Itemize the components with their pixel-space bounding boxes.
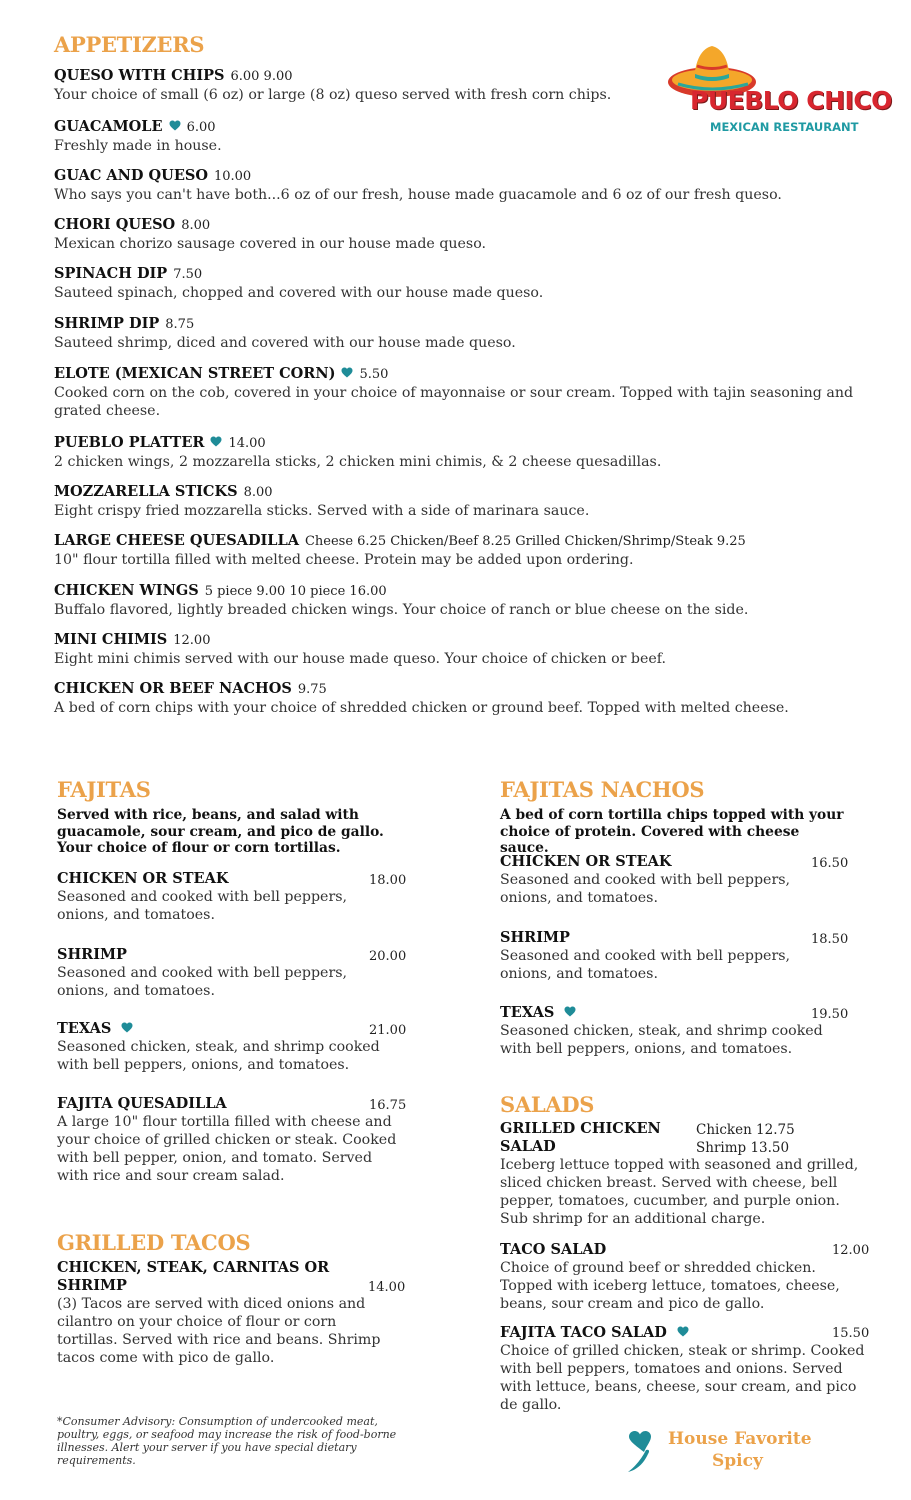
item-name: TEXAS xyxy=(500,1004,555,1021)
item-name: LARGE CHEESE QUESADILLA xyxy=(54,532,299,549)
legend xyxy=(626,1428,826,1478)
item-desc: Seasoned and cooked with bell peppers, onions, and tomatoes. xyxy=(57,965,348,999)
item-name: GUACAMOLE xyxy=(54,118,163,135)
item-desc: Cooked corn on the cob, covered in your choice of mayonnaise or sour cream. Topped with tajin seasoning and grated cheese. xyxy=(54,385,854,419)
fajita-item xyxy=(57,946,407,1000)
item-price: 12.00 xyxy=(173,633,211,648)
item-desc: Seasoned chicken, steak, and shrimp cooked with bell peppers, onions, and tomatoes. xyxy=(57,1039,380,1073)
salad-item xyxy=(500,1324,880,1414)
appetizer-item xyxy=(54,364,884,420)
nachos-item xyxy=(500,1004,860,1058)
item-price: 8.75 xyxy=(165,317,195,332)
item-price: 16.75 xyxy=(369,1098,407,1113)
item-price: 10.00 xyxy=(213,169,252,184)
item-desc: A large 10" flour tortilla filled with cheese and your choice of grilled chicken or steak. Cooked with bell pepper, onion, and tomato. Served with rice and sour cream salad. xyxy=(57,1114,397,1184)
item-price: 14.00 xyxy=(228,436,266,451)
item-name: ELOTE (MEXICAN STREET CORN) xyxy=(54,365,336,382)
item-name: TACO SALAD xyxy=(500,1241,607,1258)
item-desc: A bed of corn chips with your choice of shredded chicken or ground beef. Topped with melted cheese. xyxy=(54,700,789,716)
item-desc: (3) Tacos are served with diced onions and cilantro on your choice of flour or corn tortillas. Served with rice and beans. Shrimp tacos come with pico de gallo. xyxy=(57,1296,381,1366)
item-name: CHICKEN OR STEAK xyxy=(57,870,229,887)
item-desc: Choice of grilled chicken, steak or shrimp. Cooked with bell peppers, tomatoes and onions. Served with lettuce, beans, cheese, sour cream, and pico de gallo. xyxy=(500,1343,865,1413)
item-name: MOZZARELLA STICKS xyxy=(54,483,238,500)
consumer-advisory: *Consumer Advisory: Consumption of undercooked meat, poultry, eggs, or seafood may increase the risk of food-borne illnesses. Alert your server if you have special dietary requirements. xyxy=(57,1415,397,1467)
item-desc: Freshly made in house. xyxy=(54,138,222,154)
fajitas-nachos-intro: A bed of corn tortilla chips topped with your choice of protein. Covered with cheese sauce. xyxy=(500,807,844,856)
item-name: FAJITA QUESADILLA xyxy=(57,1095,227,1112)
item-price: 18.50 xyxy=(811,932,849,947)
item-name: SHRIMP xyxy=(500,929,570,946)
item-price: Chicken 12.75 xyxy=(696,1122,795,1138)
item-name: CHICKEN OR STEAK xyxy=(500,853,672,870)
item-price: 9.75 xyxy=(297,682,327,697)
appetizer-item xyxy=(54,482,884,520)
house-favorite-icon xyxy=(564,1006,576,1017)
item-name: CHICKEN, STEAK, CARNITAS OR SHRIMP xyxy=(57,1259,330,1294)
fajitas-title: FAJITAS xyxy=(57,777,151,802)
logo-name: PUEBLO CHICO xyxy=(690,86,892,115)
item-name: FAJITA TACO SALAD xyxy=(500,1324,667,1341)
appetizer-item xyxy=(54,166,884,204)
house-favorite-icon xyxy=(169,120,181,131)
item-price: 5.50 xyxy=(359,367,389,382)
fajitas-intro: Served with rice, beans, and salad with guacamole, sour cream, and pico de gallo. Your choice of flour or corn tortillas. xyxy=(57,807,384,856)
appetizer-item xyxy=(54,117,884,155)
house-favorite-icon xyxy=(121,1022,133,1033)
item-desc: Mexican chorizo sausage covered in our house made queso. xyxy=(54,236,487,252)
appetizer-item xyxy=(54,531,884,569)
item-desc: Sauteed shrimp, diced and covered with our house made queso. xyxy=(54,335,516,351)
item-desc: Seasoned chicken, steak, and shrimp cooked with bell peppers, onions, and tomatoes. xyxy=(500,1023,823,1057)
item-name: CHICKEN OR BEEF NACHOS xyxy=(54,680,292,697)
fajita-item xyxy=(57,870,407,924)
fajita-item xyxy=(57,1095,407,1185)
item-name: TEXAS xyxy=(57,1020,112,1037)
appetizer-item xyxy=(54,264,884,302)
item-name: CHICKEN WINGS xyxy=(54,582,199,599)
item-price: 5 piece 9.00 10 piece 16.00 xyxy=(204,584,387,599)
appetizer-item xyxy=(54,66,654,104)
item-desc: Seasoned and cooked with bell peppers, onions, and tomatoes. xyxy=(500,872,791,906)
item-price: 7.50 xyxy=(173,267,203,282)
item-name: GRILLED CHICKEN SALAD xyxy=(500,1120,661,1155)
item-name: PUEBLO PLATTER xyxy=(54,434,205,451)
item-desc: Buffalo flavored, lightly breaded chicken wings. Your choice of ranch or blue cheese on the side. xyxy=(54,602,749,618)
salads-title: SALADS xyxy=(500,1092,595,1117)
item-price: Cheese 6.25 Chicken/Beef 8.25 Grilled Chicken/Shrimp/Steak 9.25 xyxy=(304,534,746,549)
item-desc: Who says you can't have both...6 oz of our fresh, house made guacamole and 6 oz of our fresh queso. xyxy=(54,187,782,203)
grilled-tacos-title: GRILLED TACOS xyxy=(57,1230,251,1255)
house-favorite-icon xyxy=(341,367,353,378)
appetizer-item xyxy=(54,679,884,717)
item-name: SHRIMP DIP xyxy=(54,315,160,332)
item-price: 16.50 xyxy=(811,856,849,871)
item-price: 8.00 xyxy=(181,218,211,233)
legend-house-favorite: House Favorite xyxy=(668,1429,812,1449)
salad-item xyxy=(500,1120,880,1228)
item-desc: Eight crispy fried mozzarella sticks. Served with a side of marinara sauce. xyxy=(54,503,590,519)
item-desc: Choice of ground beef or shredded chicken. Topped with iceberg lettuce, tomatoes, cheese, beans, sour cream and pico de gallo. xyxy=(500,1260,840,1312)
fajitas-nachos-title: FAJITAS NACHOS xyxy=(500,777,705,802)
item-desc: Iceberg lettuce topped with seasoned and grilled, sliced chicken breast. Served with cheese, bell pepper, tomatoes, cucumber, and purple onion. Sub shrimp for an additional charge. xyxy=(500,1157,859,1227)
item-price: Shrimp 13.50 xyxy=(696,1140,790,1156)
appetizer-item xyxy=(54,215,884,253)
appetizers-title: APPETIZERS xyxy=(54,32,205,57)
item-desc: 10" flour tortilla filled with melted cheese. Protein may be added upon ordering. xyxy=(54,552,634,568)
item-name: MINI CHIMIS xyxy=(54,631,168,648)
item-desc: 2 chicken wings, 2 mozzarella sticks, 2 chicken mini chimis, & 2 cheese quesadillas. xyxy=(54,454,662,470)
appetizer-item xyxy=(54,314,884,352)
item-price: 8.00 xyxy=(243,485,273,500)
item-desc: Seasoned and cooked with bell peppers, onions, and tomatoes. xyxy=(57,889,348,923)
item-desc: Sauteed spinach, chopped and covered with our house made queso. xyxy=(54,285,544,301)
house-favorite-icon xyxy=(677,1326,689,1337)
appetizer-item xyxy=(54,433,884,471)
item-price: 12.00 xyxy=(832,1243,870,1258)
item-price: 18.00 xyxy=(369,873,407,888)
item-price: 15.50 xyxy=(832,1326,870,1341)
item-price: 6.00 9.00 xyxy=(230,69,293,84)
item-name: QUESO WITH CHIPS xyxy=(54,67,225,84)
item-price: 21.00 xyxy=(369,1023,407,1038)
nachos-item xyxy=(500,929,860,983)
taco-item xyxy=(57,1259,407,1367)
fajita-item xyxy=(57,1020,407,1074)
nachos-item xyxy=(500,853,860,907)
item-desc: Seasoned and cooked with bell peppers, onions, and tomatoes. xyxy=(500,948,791,982)
appetizer-item xyxy=(54,630,884,668)
item-price: 6.00 xyxy=(186,120,216,135)
item-price: 14.00 xyxy=(368,1280,406,1295)
house-favorite-icon xyxy=(210,436,222,447)
legend-icons xyxy=(626,1430,662,1474)
item-desc: Your choice of small (6 oz) or large (8 oz) queso served with fresh corn chips. xyxy=(54,87,612,103)
item-name: CHORI QUESO xyxy=(54,216,176,233)
item-name: SHRIMP xyxy=(57,946,127,963)
item-name: SPINACH DIP xyxy=(54,265,168,282)
item-price: 19.50 xyxy=(811,1007,849,1022)
legend-spicy: Spicy xyxy=(712,1451,763,1471)
item-price: 20.00 xyxy=(369,949,407,964)
item-name: GUAC AND QUESO xyxy=(54,167,208,184)
salad-item xyxy=(500,1241,880,1313)
item-desc: Eight mini chimis served with our house made queso. Your choice of chicken or beef. xyxy=(54,651,667,667)
logo-subtitle: MEXICAN RESTAURANT xyxy=(710,120,859,134)
appetizer-item xyxy=(54,581,884,619)
